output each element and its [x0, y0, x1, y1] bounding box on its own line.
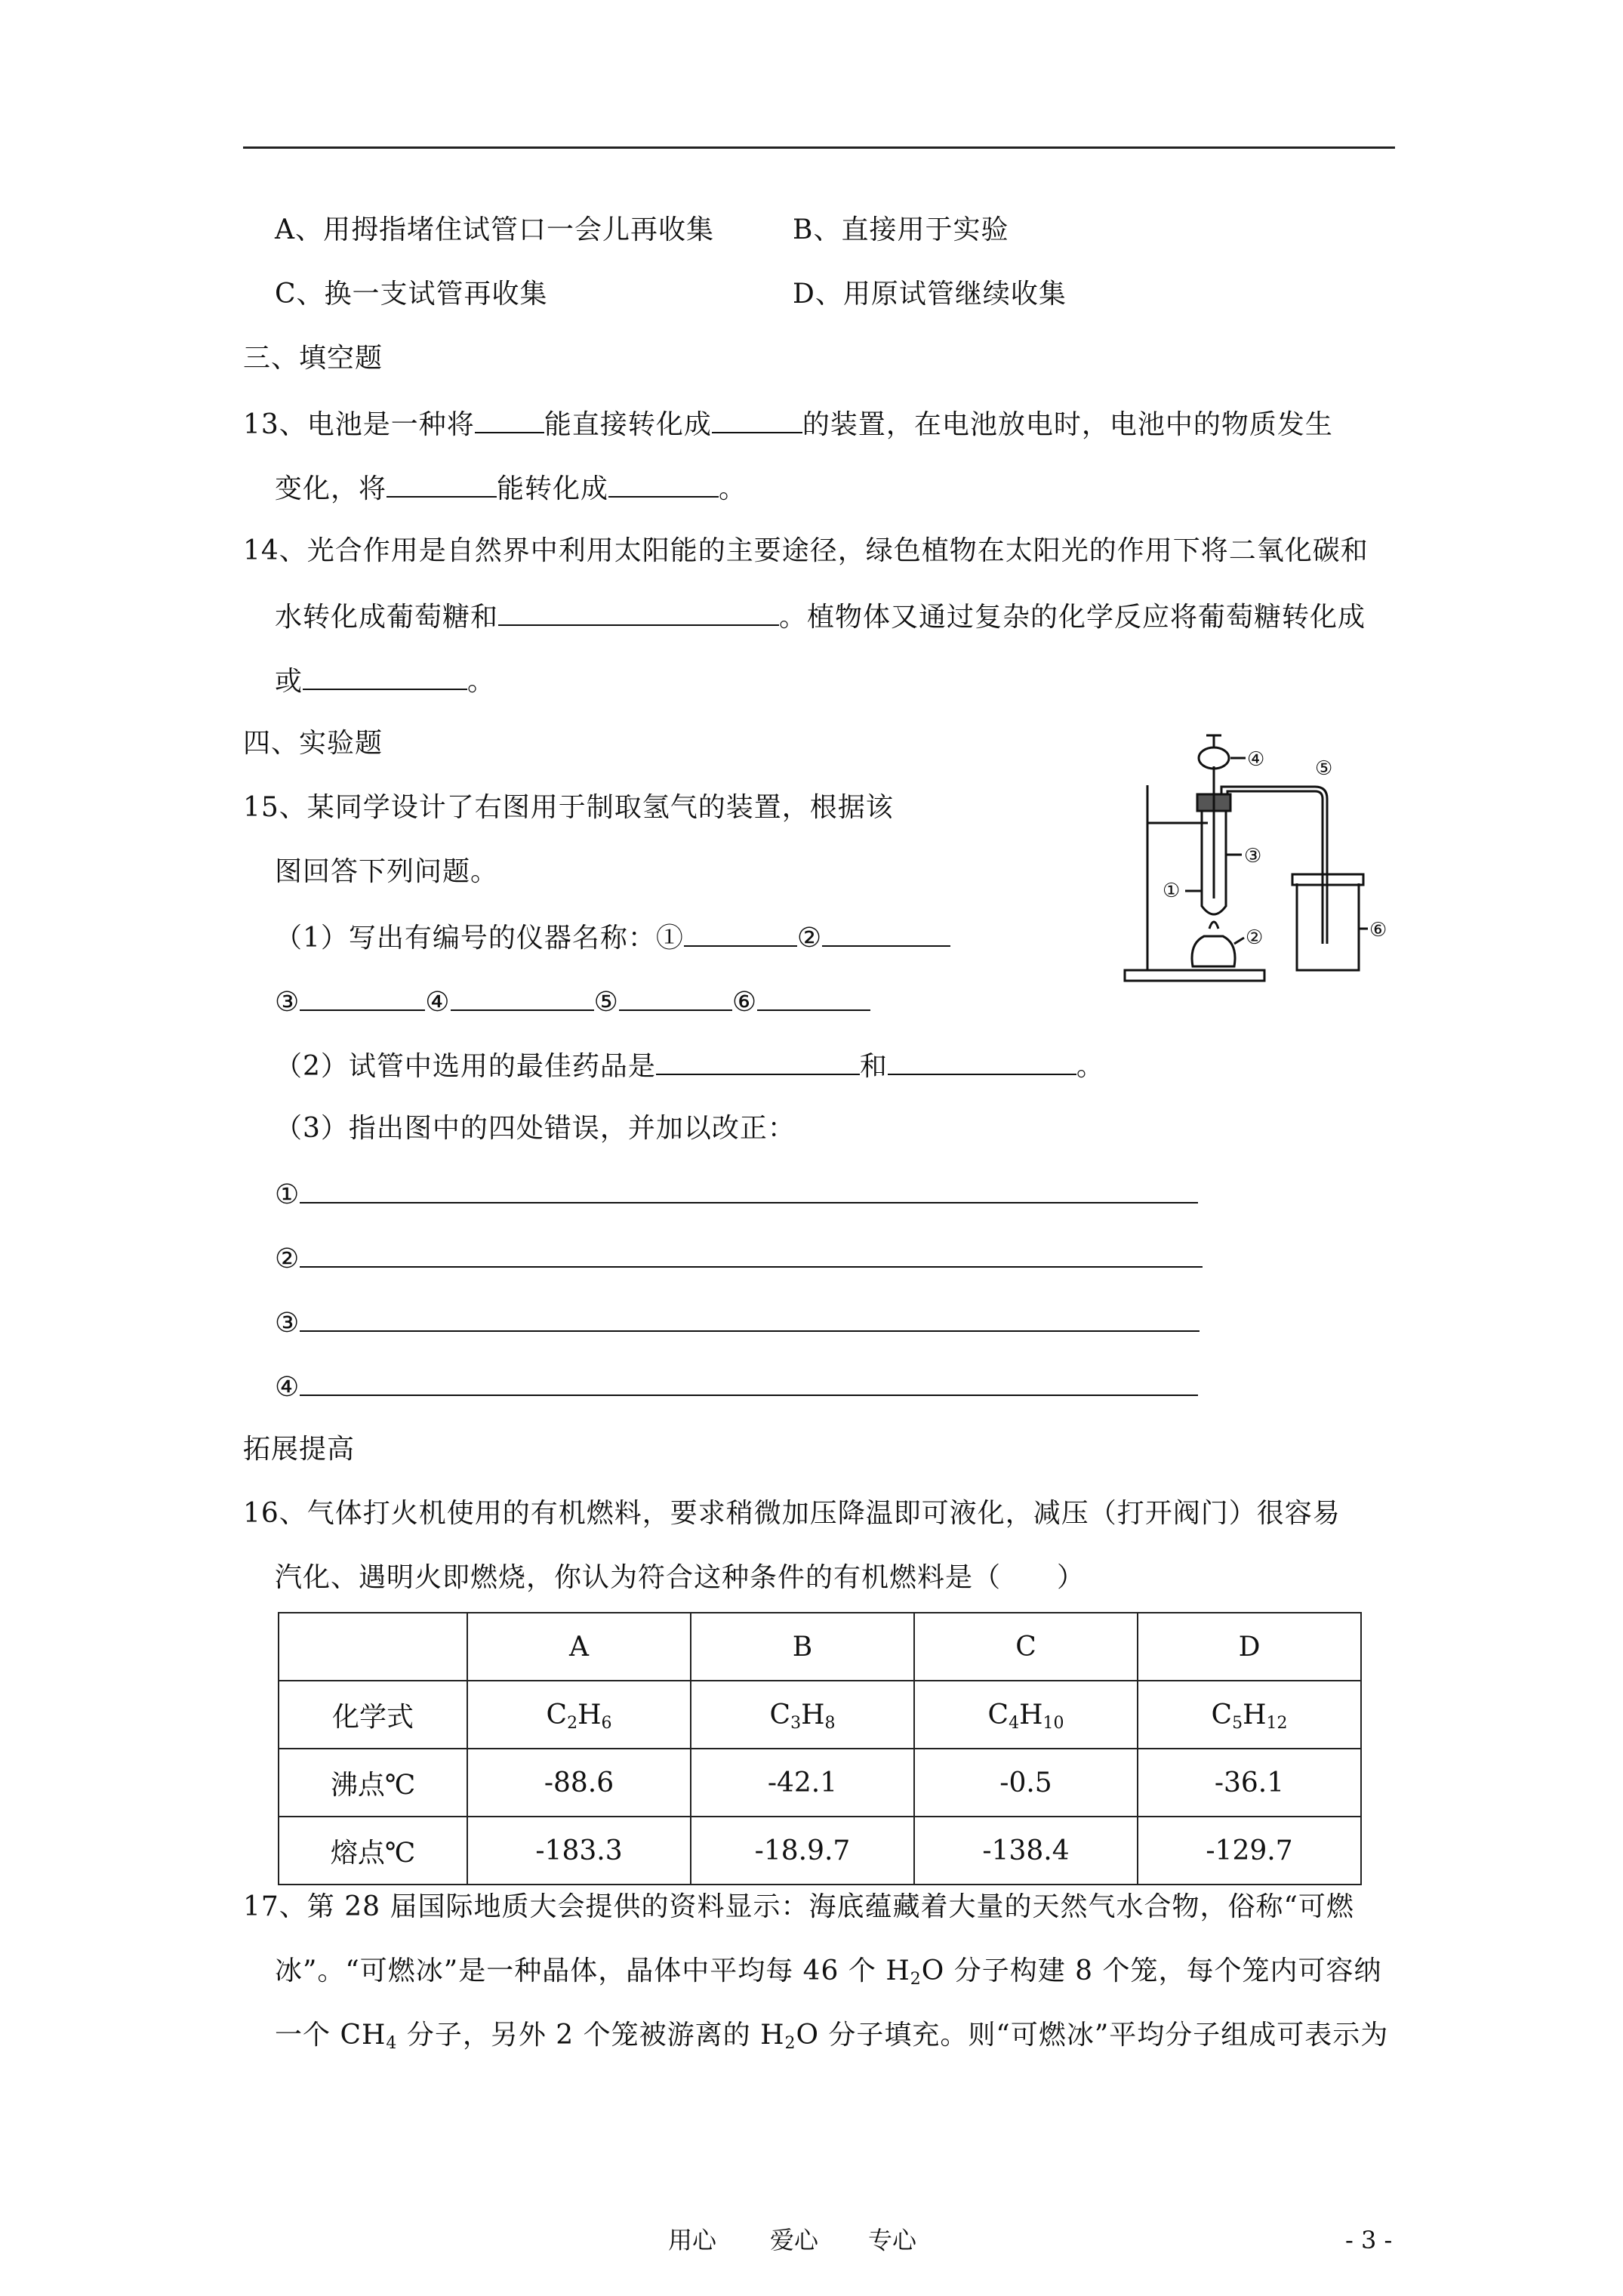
q13-text-6: 。: [719, 473, 747, 504]
q15-sub2-text: （2）试管中选用的最佳药品是: [275, 1051, 656, 1082]
question-14-line3: [275, 661, 495, 700]
row-label-boiling: 沸点℃: [279, 1749, 467, 1817]
table-cell: -0.5: [914, 1749, 1138, 1817]
fuel-properties-table: [278, 1612, 1362, 1885]
q15-sub2-and: 和: [859, 1051, 888, 1082]
table-header-cell: D: [1138, 1613, 1361, 1681]
question-14-line2: [275, 597, 1366, 636]
question-17-line2: [275, 1953, 1382, 1989]
question-17-line3: [275, 2017, 1388, 2054]
q15-blank-5[interactable]: [619, 982, 732, 1011]
q15-error-blank-4[interactable]: [300, 1367, 1198, 1396]
figure-label-6: ⑥: [1369, 919, 1387, 942]
q15-sub2-end: 。: [1076, 1051, 1104, 1082]
q13-blank-4[interactable]: [608, 469, 719, 498]
choice-c: C、换一支试管再收集: [275, 279, 548, 310]
q13-blank-1[interactable]: [475, 405, 544, 433]
q15-error-3-num: ③: [275, 1308, 300, 1339]
q15-error-blank-2[interactable]: [300, 1239, 1203, 1268]
q15-blank-1[interactable]: [684, 918, 797, 947]
q15-error-blank-1[interactable]: [300, 1175, 1198, 1203]
q15-sub1-line2: [275, 982, 870, 1021]
q15-blank-7[interactable]: [656, 1046, 860, 1075]
figure-label-4: ④: [1247, 748, 1265, 771]
table-row-formula: [279, 1681, 1361, 1749]
q15-error-4-num: ④: [275, 1372, 300, 1403]
q17-sub-a: 2: [910, 1970, 922, 1989]
q17-text-d: 分子，另外 2 个笼被游离的 H: [397, 2020, 785, 2051]
table-cell: -129.7: [1138, 1817, 1361, 1885]
q15-sub1-num2: ②: [796, 923, 823, 954]
section-fill-blank: 三、填空题: [243, 343, 383, 374]
q14-blank-1[interactable]: [498, 597, 779, 626]
header-rule: [243, 146, 1395, 149]
table-cell: -138.4: [914, 1817, 1138, 1885]
question-15-line2: 图回答下列问题。: [275, 856, 499, 887]
separatory-funnel: [1199, 747, 1229, 769]
table-cell: -183.3: [467, 1817, 691, 1885]
figure-label-1: ①: [1163, 880, 1181, 902]
formula-cell: $C_4H_{10}$: [914, 1681, 1138, 1749]
question-16-line2: 汽化、遇明火即燃烧，你认为符合这种条件的有机燃料是（ ）: [275, 1562, 1086, 1593]
row-label-melting: 熔点℃: [279, 1817, 467, 1885]
q17-text-a: 冰”。“可燃冰”是一种晶体，晶体中平均每 46 个 H: [275, 1955, 910, 1986]
figure-label-5: ⑤: [1315, 757, 1333, 780]
table-header-cell: B: [691, 1613, 914, 1681]
question-17-line1: 17、第 28 届国际地质大会提供的资料显示：海底蕴藏着大量的天然气水合物，俗称“可燃: [243, 1891, 1354, 1922]
section-experiment: 四、实验题: [243, 728, 383, 759]
figure-label-2: ②: [1246, 926, 1264, 949]
row-label-formula: 化学式: [279, 1681, 467, 1749]
q15-blank-2[interactable]: [822, 918, 950, 947]
hydrogen-apparatus-figure: [1117, 725, 1404, 997]
q13-text-3: 的装置，在电池放电时，电池中的物质发生: [802, 409, 1333, 440]
formula-cell: $C_2H_6$: [467, 1681, 691, 1749]
q15-sub1-text: （1）写出有编号的仪器名称：①: [275, 923, 684, 954]
q13-text-4: 变化，将: [275, 473, 387, 504]
table-cell: -36.1: [1138, 1749, 1361, 1817]
question-14-line1: 14、光合作用是自然界中利用太阳能的主要途径，绿色植物在太阳光的作用下将二氧化碳和: [243, 535, 1369, 566]
q15-sub3: （3）指出图中的四处错误，并加以改正：: [275, 1113, 796, 1144]
alcohol-lamp: [1192, 936, 1235, 966]
q14-text-1: 水转化成葡萄糖和: [275, 602, 499, 633]
table-row-boiling: [279, 1749, 1361, 1817]
table-header-cell: C: [914, 1613, 1138, 1681]
q15-error-1-num: ①: [275, 1179, 300, 1210]
table-row-melting: [279, 1817, 1361, 1885]
q15-error-1: [275, 1175, 1198, 1213]
q15-sub2: [275, 1046, 1104, 1085]
q17-text-e: O 分子填充。则“可燃冰”平均分子组成可表示为: [796, 2020, 1389, 2051]
q15-blank-3[interactable]: [300, 982, 425, 1011]
delivery-tube: [1221, 787, 1327, 944]
formula-cell: $C_3H_8$: [691, 1681, 914, 1749]
table-header-row: [279, 1613, 1361, 1681]
q17-sub-b: 4: [386, 2034, 398, 2053]
figure-label-3: ③: [1244, 845, 1262, 868]
q13-text-5: 能转化成: [497, 473, 609, 504]
q15-error-4: [275, 1367, 1198, 1406]
page-number: - 3 -: [1345, 2226, 1393, 2254]
q15-num6: ⑥: [731, 987, 758, 1018]
question-15-line1: 15、某同学设计了右图用于制取氢气的装置，根据该: [243, 792, 894, 823]
question-16-line1: 16、气体打火机使用的有机燃料，要求稍微加压降温即可液化，减压（打开阀门）很容易: [243, 1498, 1341, 1529]
q15-num4: ④: [425, 987, 451, 1018]
q17-text-b: O 分子构建 8 个笼，每个笼内可容纳: [921, 1955, 1382, 1986]
q15-num3: ③: [275, 987, 300, 1018]
question-13-line2: [275, 469, 747, 507]
q13-blank-2[interactable]: [712, 405, 802, 433]
q15-blank-8[interactable]: [888, 1046, 1076, 1075]
q13-text-2: 能直接转化成: [544, 409, 712, 440]
stand-base: [1125, 970, 1264, 981]
formula-cell: $C_5H_{12}$: [1138, 1681, 1361, 1749]
q15-error-2: [275, 1239, 1203, 1277]
q13-blank-3[interactable]: [387, 469, 497, 498]
q15-blank-4[interactable]: [451, 982, 594, 1011]
q15-error-blank-3[interactable]: [300, 1303, 1200, 1332]
choice-a: A、用拇指堵住试管口一会儿再收集: [275, 214, 714, 245]
q15-sub1: [275, 918, 950, 957]
q15-error-3: [275, 1303, 1200, 1342]
section-extension: 拓展提高: [243, 1434, 356, 1465]
footer-word-1: 用心: [668, 2226, 717, 2254]
q14-blank-2[interactable]: [303, 661, 467, 690]
q15-error-2-num: ②: [275, 1244, 300, 1274]
q13-text-1: 13、电池是一种将: [243, 409, 475, 440]
question-13-line1: [243, 405, 1333, 443]
choice-b: B、直接用于实验: [793, 214, 1009, 245]
table-cell: -42.1: [691, 1749, 914, 1817]
choice-d: D、用原试管继续收集: [793, 279, 1067, 310]
table-header-cell: A: [467, 1613, 691, 1681]
q15-blank-6[interactable]: [757, 982, 870, 1011]
table-cell: -18.9.7: [691, 1817, 914, 1885]
footer-word-2: 爱心: [770, 2226, 819, 2254]
footer-word-3: 专心: [868, 2226, 917, 2254]
q14-text-4: 。: [467, 666, 496, 697]
q14-text-3: 或: [275, 666, 303, 697]
table-cell: -88.6: [467, 1749, 691, 1817]
q14-text-2: 。植物体又通过复杂的化学反应将葡萄糖转化成: [779, 602, 1366, 633]
q17-sub-c: 2: [784, 2034, 796, 2053]
table-header-cell: [279, 1613, 467, 1681]
q17-text-c: 一个 CH: [275, 2020, 387, 2051]
q15-num5: ⑤: [593, 987, 619, 1018]
